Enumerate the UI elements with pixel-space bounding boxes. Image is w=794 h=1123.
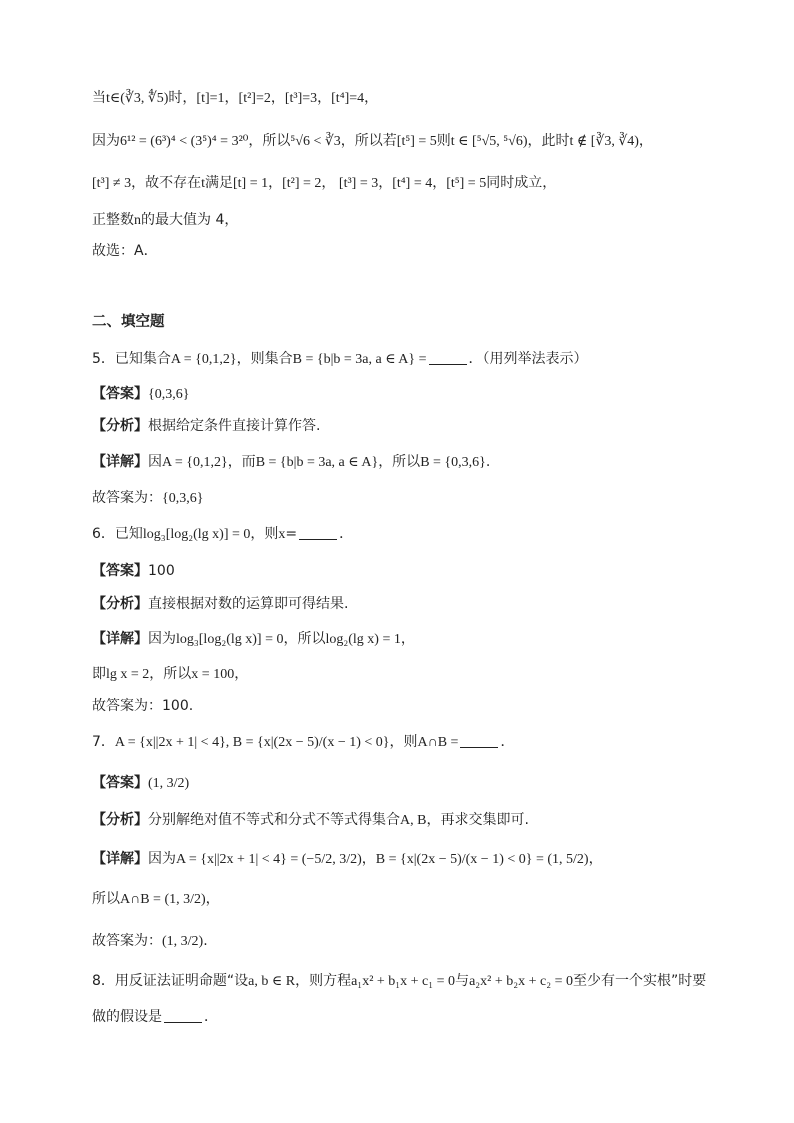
text-segment: ，再求交集即可. [426, 812, 529, 828]
text-segment: ， [638, 133, 653, 149]
math-expression: A = {0,1,2} [170, 352, 237, 367]
math-expression: B = {b|b = 3a, a ∈ A} = [292, 352, 427, 367]
math-expression: [t⁵] = 5 [396, 134, 437, 149]
math-expression: ⁵√6 < ∛3 [290, 134, 341, 149]
math-expression: t∈(∛3, ∜5) [106, 91, 169, 106]
text-segment: = [285, 526, 298, 542]
math-expression: log₃[log₂(lg x)] = 0 [142, 527, 251, 542]
math-expression: a₂x² + b₂x + c₂ = 0 [469, 974, 574, 989]
text-segment: ，故不存在 [131, 175, 202, 191]
text-line-2 [92, 131, 734, 152]
text-line-11 [92, 488, 734, 509]
text-line-25 [92, 1007, 734, 1027]
text-line-9 [92, 416, 734, 436]
math-expression: (1, 3/2) [162, 934, 204, 949]
text-segment: ，而 [227, 454, 256, 470]
text-segment: 至少有一个实根”时要 [573, 973, 707, 989]
math-expression: B = {b|b = 3a, a ∈ A} [255, 455, 379, 470]
text-segment: 故选：A． [92, 243, 158, 259]
text-segment: 故答案为： [92, 490, 162, 506]
math-expression: B = {0,3,6} [420, 455, 486, 470]
section-tag: 【答案】 [92, 775, 148, 791]
text-segment: 当 [92, 90, 106, 106]
section-tag: 【详解】 [92, 631, 148, 647]
text-segment: 6．已知 [92, 526, 143, 542]
section-tag: 【详解】 [92, 851, 148, 867]
section-tag: 【分析】 [92, 812, 148, 828]
text-segment: ，则集合 [236, 351, 293, 367]
text-segment: ． [500, 734, 515, 750]
text-segment: . [485, 454, 491, 470]
math-expression: [t³] ≠ 3 [92, 176, 132, 191]
math-expression: A, B [400, 813, 427, 828]
text-line-23 [92, 931, 734, 952]
math-expression: {0,3,6} [162, 491, 204, 506]
math-expression: t ∉ [∛3, ∛4) [569, 134, 639, 149]
math-expression: (1, 3/2) [148, 776, 190, 791]
text-line-16 [92, 664, 734, 685]
math-expression: A = {0,1,2} [162, 455, 228, 470]
text-segment: 的最大值为 4， [141, 212, 239, 228]
answer-blank [164, 1008, 202, 1023]
text-segment: 即 [92, 666, 106, 682]
math-expression: x = 100 [191, 667, 235, 682]
text-line-3 [92, 173, 734, 194]
text-segment: 8．用反证法证明命题“设 [92, 973, 249, 989]
text-line-14 [92, 594, 734, 614]
text-line-24 [92, 971, 734, 992]
text-segment: ， [588, 851, 603, 867]
text-line-5 [92, 241, 734, 261]
text-segment: ，所以 [283, 631, 326, 647]
text-line-10 [92, 452, 734, 473]
text-segment: 7． [92, 734, 115, 750]
math-expression: a₁x² + b₁x + c₁ = 0 [351, 974, 456, 989]
math-expression: 6¹² = (6³)⁴ < (3⁵)⁴ = 3²⁰ [120, 134, 249, 149]
text-segment: 5．已知集合 [92, 351, 171, 367]
text-segment: 同时成立， [486, 175, 557, 191]
text-segment: 与 [455, 973, 470, 989]
math-expression: B = {x|(2x − 5)/(x − 1) < 0} = (1, 5/2) [375, 852, 589, 867]
math-expression: t ∈ [⁵√5, ⁵√6) [450, 134, 528, 149]
text-segment: ， [234, 666, 249, 682]
text-line-15 [92, 629, 734, 650]
text-segment: ． [339, 526, 354, 542]
section-tag: 【分析】 [92, 418, 148, 434]
math-expression: x [278, 527, 286, 542]
math-expression: A = {x||2x + 1| < 4}, B = {x|(2x − 5)/(x − 1) < 0} [114, 735, 390, 750]
text-segment: 因为 [148, 631, 176, 647]
text-segment: ． [204, 1009, 218, 1025]
text-segment: 直接根据对数的运算即可得结果. [148, 596, 349, 612]
text-line-18 [92, 732, 734, 753]
text-line-21 [92, 849, 734, 870]
text-segment: 因为 [148, 851, 176, 867]
text-segment: 正整数 [92, 212, 134, 228]
text-segment: ，此时 [527, 133, 570, 149]
text-segment: ， [205, 891, 220, 907]
text-segment: 分别解绝对值不等式和分式不等式得集合 [148, 812, 400, 828]
math-expression: A∩B = (1, 3/2) [120, 892, 206, 907]
text-segment: 做的假设是 [92, 1009, 162, 1025]
text-segment: 满足 [205, 175, 233, 191]
text-segment: ， [400, 631, 415, 647]
math-expression: lg x = 2 [106, 667, 150, 682]
math-expression: A = {x||2x + 1| < 4} = (−5/2, 3/2) [176, 852, 362, 867]
text-line-22 [92, 889, 734, 910]
text-segment: ．（用列举法表示） [468, 351, 588, 367]
text-segment: . [203, 933, 208, 949]
text-line-12 [92, 524, 734, 545]
section-tag: 【答案】 [92, 386, 148, 402]
math-expression: log₃[log₂(lg x)] = 0 [176, 632, 284, 647]
text-segment: ， [361, 851, 376, 867]
math-expression: {0,3,6} [148, 387, 190, 402]
text-segment: 则 [436, 133, 451, 149]
text-segment: ，所以若 [340, 133, 397, 149]
text-line-1 [92, 88, 734, 109]
text-line-8 [92, 384, 734, 405]
text-segment: 因为 [92, 133, 120, 149]
section-heading: 二、填空题 [92, 314, 165, 330]
text-segment: 所以 [92, 891, 120, 907]
text-segment: 故答案为： [92, 933, 162, 949]
math-expression: t [201, 176, 205, 191]
text-line-17 [92, 696, 734, 716]
section-tag: 【答案】 [92, 563, 148, 579]
text-segment: ，所以 [378, 454, 421, 470]
text-segment: 根据给定条件直接计算作答. [148, 418, 321, 434]
math-expression: log₂(lg x) = 1 [325, 632, 401, 647]
text-segment: ，则 [250, 526, 279, 542]
answer-blank [299, 525, 337, 540]
math-expression: A∩B = [417, 735, 459, 750]
section-tag: 【详解】 [92, 454, 148, 470]
text-line-4 [92, 210, 734, 231]
text-line-6 [92, 312, 734, 332]
text-line-19 [92, 773, 734, 794]
section-tag: 【分析】 [92, 596, 148, 612]
text-segment: 因 [148, 454, 162, 470]
text-segment: ，所以 [248, 133, 291, 149]
answer-blank [429, 350, 467, 365]
text-segment: 时， [168, 90, 197, 106]
text-segment: 100 [148, 563, 175, 579]
math-expression: [t] = 1，[t²] = 2， [t³] = 3，[t⁴] = 4，[t⁵] = 5 [233, 176, 487, 191]
math-expression: n [134, 213, 141, 228]
answer-blank [460, 733, 498, 748]
text-line-7 [92, 349, 734, 370]
text-segment: ，则方程 [295, 973, 352, 989]
text-segment: ，则 [389, 734, 418, 750]
text-line-13 [92, 561, 734, 581]
text-segment: ，所以 [149, 666, 192, 682]
text-segment: 故答案为：100. [92, 698, 194, 714]
math-expression: a, b ∈ R [248, 974, 296, 989]
text-line-20 [92, 810, 734, 831]
math-expression: [t]=1，[t²]=2，[t³]=3，[t⁴]=4， [196, 91, 379, 106]
